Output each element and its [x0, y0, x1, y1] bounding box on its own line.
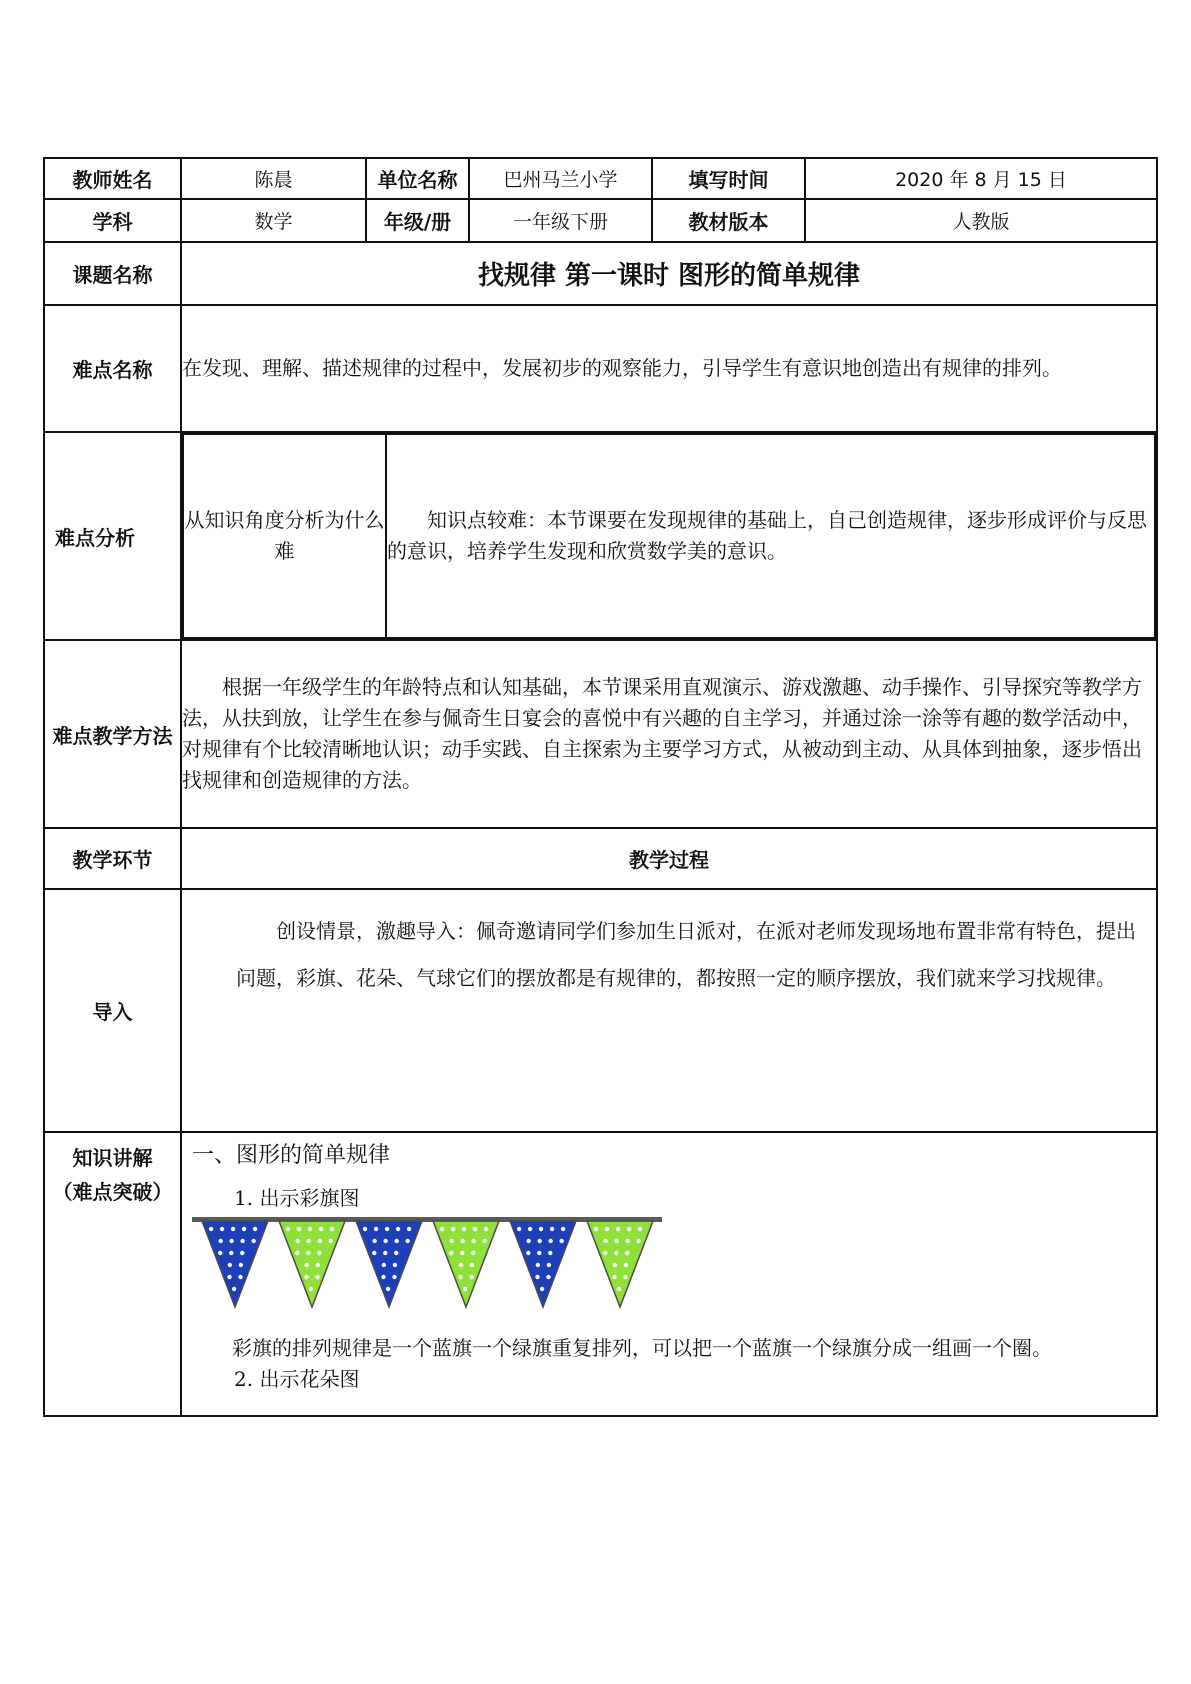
teaching-process-label: 教学过程: [181, 828, 1157, 889]
intro-label: 导入: [44, 889, 181, 1132]
bunting-flag: [202, 1221, 268, 1307]
flags-description: 彩旗的排列规律是一个蓝旗一个绿旗重复排列，可以把一个蓝旗一个绿旗分成一组画一个圈。: [232, 1336, 1052, 1360]
bunting-flags-svg: [192, 1215, 662, 1315]
bunting-flag: [510, 1221, 576, 1307]
step-1-label: 1. 出示彩旗图: [234, 1186, 360, 1210]
bunting-flag: [433, 1221, 499, 1307]
analysis-cell: [181, 432, 1157, 640]
topic-title: 找规律 第一课时 图形的简单规律: [181, 242, 1157, 305]
intro-cell: [181, 889, 1157, 1132]
analysis-inner-table: [182, 433, 1156, 639]
teaching-stage-label: 教学环节: [44, 828, 181, 889]
teacher-name-value: 陈晨: [181, 158, 366, 199]
grade-label: 年级/册: [366, 199, 469, 242]
grade-value: 一年级下册: [469, 199, 652, 242]
header-row-1: [44, 158, 1157, 199]
knowledge-label: 知识讲解: [72, 1146, 153, 1170]
school-label: 单位名称: [366, 158, 469, 199]
step-2-label: 2. 出示花朵图: [234, 1367, 360, 1391]
teacher-name-label: 教师姓名: [44, 158, 181, 199]
section-title: 一、图形的简单规律: [192, 1143, 391, 1168]
analysis-row: [44, 432, 1157, 640]
knowledge-sublabel: （难点突破）: [52, 1180, 173, 1204]
fill-date-label: 填写时间: [652, 158, 805, 199]
analysis-sub-label: 从知识角度分析为什么难: [183, 434, 386, 638]
bunting-flag: [587, 1221, 653, 1307]
knowledge-label-cell: [44, 1132, 181, 1416]
topic-label: 课题名称: [44, 242, 181, 305]
difficulty-text: 在发现、理解、描述规律的过程中，发展初步的观察能力，引导学生有意识地创造出有规律的排列。: [181, 305, 1157, 432]
topic-row: [44, 242, 1157, 305]
knowledge-cell: [181, 1132, 1157, 1416]
intro-row: [44, 889, 1157, 1132]
analysis-label: 难点分析: [44, 432, 181, 640]
process-header-row: [44, 828, 1157, 889]
difficulty-label: 难点名称: [44, 305, 181, 432]
header-row-2: [44, 199, 1157, 242]
textbook-edition-value: 人教版: [805, 199, 1157, 242]
textbook-edition-label: 教材版本: [652, 199, 805, 242]
bunting-flag: [356, 1221, 422, 1307]
difficulty-row: [44, 305, 1157, 432]
method-row: [44, 640, 1157, 828]
analysis-text: 知识点较难：本节课要在发现规律的基础上，自己创造规律，逐步形成评价与反思的意识，培养学生发现和欣赏数学美的意识。: [386, 434, 1155, 638]
bunting-flag: [279, 1221, 345, 1307]
bunting-flags-image: [192, 1215, 1156, 1319]
method-label: 难点教学方法: [44, 640, 181, 828]
school-value: 巴州马兰小学: [469, 158, 652, 199]
knowledge-row: [44, 1132, 1157, 1416]
fill-date-value: 2020 年 8 月 15 日: [805, 158, 1157, 199]
subject-label: 学科: [44, 199, 181, 242]
lesson-plan-sheet: [43, 157, 1156, 1417]
intro-text: 创设情景，激趣导入：佩奇邀请同学们参加生日派对，在派对老师发现场地布置非常有特色，提出问题，彩旗、花朵、气球它们的摆放都是有规律的，都按照一定的顺序摆放，我们就来学习找规律。: [236, 919, 1136, 990]
lesson-plan-table: [43, 157, 1158, 1417]
method-text: 根据一年级学生的年龄特点和认知基础，本节课采用直观演示、游戏激趣、动手操作、引导探究等教学方法，从扶到放，让学生在参与佩奇生日宴会的喜悦中有兴趣的自主学习，并通过涂一涂等有趣的数学活动中，对规律有个比较清晰地认识；动手实践、自主探索为主要学习方式，从被动到主动、从具体到抽象，逐步悟出找规律和创造规律的方法。: [181, 640, 1157, 828]
subject-value: 数学: [181, 199, 366, 242]
